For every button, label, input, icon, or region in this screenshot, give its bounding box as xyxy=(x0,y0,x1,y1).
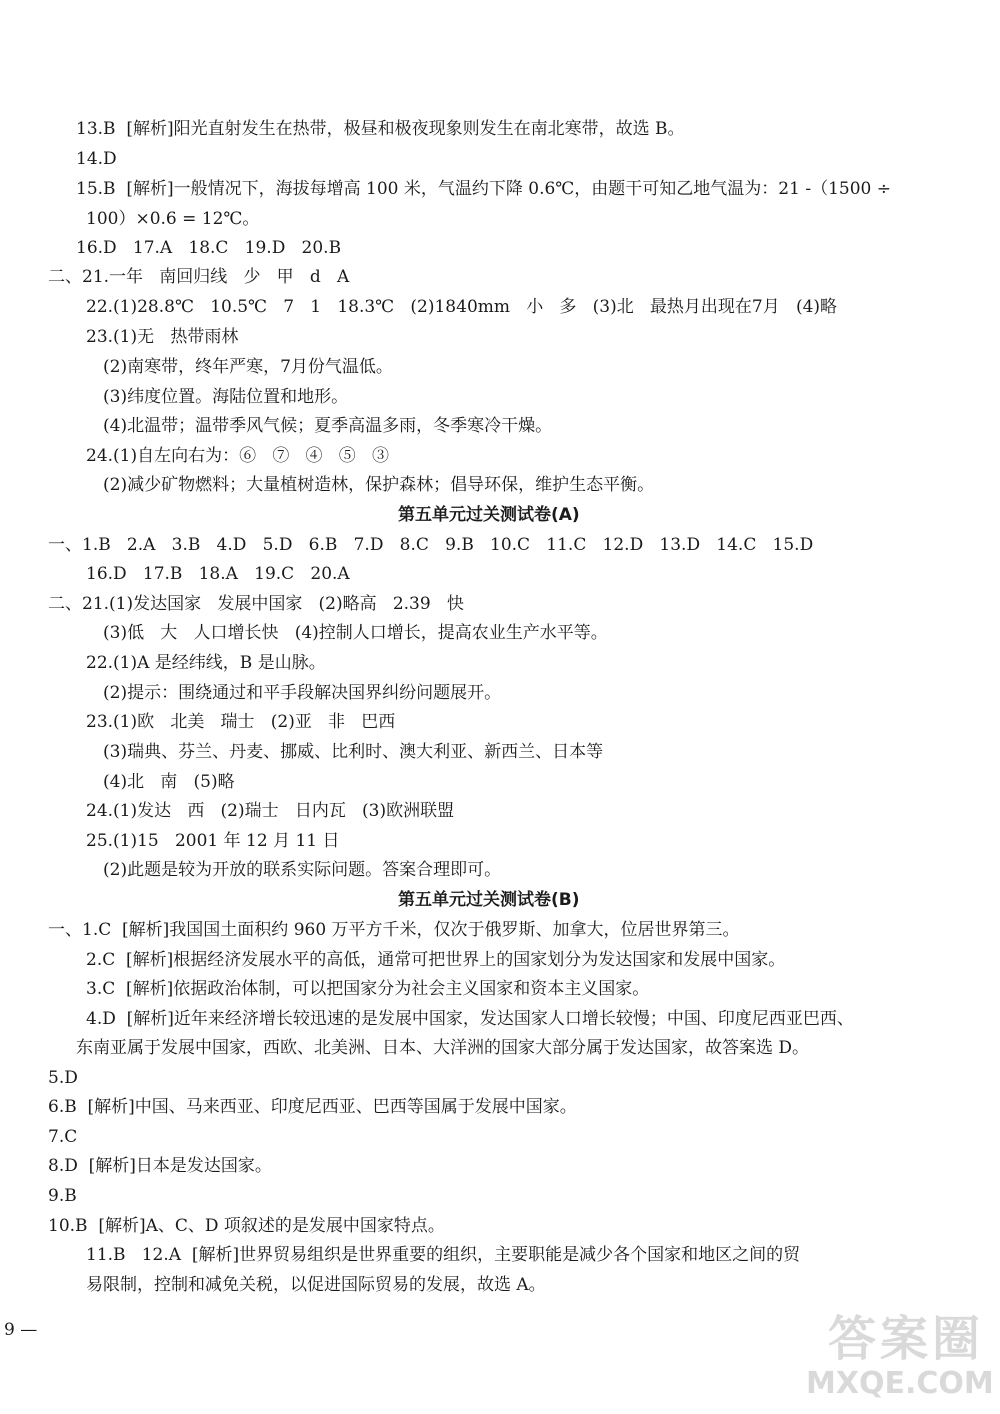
answer-line: 22.(1)A 是经纬线，B 是山脉。 xyxy=(86,653,326,673)
answer-line: 东南亚属于发展中国家，西欧、北美洲、日本、大洋洲的国家大部分属于发达国家，故答案选 D。 xyxy=(76,1038,810,1058)
answer-line: 6.B [解析]中国、马来西亚、印度尼西亚、巴西等国属于发展中国家。 xyxy=(48,1097,577,1117)
answer-line: 9.B xyxy=(48,1186,77,1206)
answer-line: 一、1.B 2.A 3.B 4.D 5.D 6.B 7.D 8.C 9.B 10.C 11.C 12.D 13.D 14.C 15.D xyxy=(48,535,814,555)
answer-line: 二、21.(1)发达国家 发展中国家 (2)略高 2.39 快 xyxy=(48,594,464,614)
answer-line: 8.D [解析]日本是发达国家。 xyxy=(48,1156,272,1176)
answer-line: 13.B [解析]阳光直射发生在热带，极昼和极夜现象则发生在南北寒带，故选 B。 xyxy=(76,119,685,139)
answer-line: 16.D 17.A 18.C 19.D 20.B xyxy=(76,238,342,258)
answer-line: 7.C xyxy=(48,1127,78,1147)
answer-line: 100）×0.6 = 12℃。 xyxy=(86,209,260,229)
answer-line: (4)北 南 (5)略 xyxy=(103,772,235,792)
answer-line: (2)提示：围绕通过和平手段解决国界纠纷问题展开。 xyxy=(103,683,502,703)
watermark-logo xyxy=(792,1300,992,1410)
answer-line: 11.B 12.A [解析]世界贸易组织是世界重要的组织，主要职能是减少各个国家和地区之间的贸 xyxy=(86,1245,801,1265)
answer-line: 16.D 17.B 18.A 19.C 20.A xyxy=(86,564,350,584)
answer-line: (3)瑞典、芬兰、丹麦、挪威、比利时、澳大利亚、新西兰、日本等 xyxy=(103,742,604,762)
answer-line: 二、21.一年 南回归线 少 甲 d A xyxy=(48,267,350,287)
answer-line: 4.D [解析]近年来经济增长较迅速的是发展中国家，发达国家人口增长较慢；中国、印度尼西亚巴西、 xyxy=(86,1009,854,1029)
answer-line: 3.C [解析]依据政治体制，可以把国家分为社会主义国家和资本主义国家。 xyxy=(86,979,650,999)
answer-line: 23.(1)无 热带雨林 xyxy=(86,327,239,347)
watermark-url: MXQE.COM xyxy=(806,1366,994,1401)
answer-line: 14.D xyxy=(76,149,117,169)
answer-line: 10.B [解析]A、C、D 项叙述的是发展中国家特点。 xyxy=(48,1216,445,1236)
answer-line: 一、1.C [解析]我国国土面积约 960 万平方千米，仅次于俄罗斯、加拿大，位居世界第三。 xyxy=(48,920,740,940)
answer-line: 5.D xyxy=(48,1068,78,1088)
answer-line: (3)低 大 人口增长快 (4)控制人口增长，提高农业生产水平等。 xyxy=(103,623,608,643)
page-number: 9 — xyxy=(4,1320,38,1340)
answer-line: 24.(1)发达 西 (2)瑞士 日内瓦 (3)欧洲联盟 xyxy=(86,801,455,821)
answer-line: (3)纬度位置。海陆位置和地形。 xyxy=(103,387,349,407)
answer-line: 2.C [解析]根据经济发展水平的高低，通常可把世界上的国家划分为发达国家和发展中国家。 xyxy=(86,950,786,970)
answer-line: 22.(1)28.8℃ 10.5℃ 7 1 18.3℃ (2)1840mm 小 多 (3)北 最热月出现在7月 (4)略 xyxy=(86,297,838,317)
answer-line: 25.(1)15 2001 年 12 月 11 日 xyxy=(86,831,340,851)
answer-line: 易限制，控制和减免关税，以促进国际贸易的发展，故选 A。 xyxy=(86,1275,546,1295)
answer-line: 24.(1)自左向右为：⑥ ⑦ ④ ⑤ ③ xyxy=(86,446,389,466)
answer-line: 15.B [解析]一般情况下，海拔每增高 100 米，气温约下降 0.6℃，由题干可知乙地气温为：21 -（1500 ÷ xyxy=(76,179,892,199)
watermark-text: 答案圈 xyxy=(828,1311,985,1367)
section-title: 第五单元过关测试卷(B) xyxy=(398,890,580,910)
section-title: 第五单元过关测试卷(A) xyxy=(398,505,580,525)
answer-line: (2)此题是较为开放的联系实际问题。答案合理即可。 xyxy=(103,860,502,880)
answer-line: (4)北温带；温带季风气候；夏季高温多雨，冬季寒冷干燥。 xyxy=(103,416,553,436)
answer-line: 23.(1)欧 北美 瑞士 (2)亚 非 巴西 xyxy=(86,712,396,732)
answer-line: (2)南寒带，终年严寒，7月份气温低。 xyxy=(103,357,393,377)
answer-line: (2)减少矿物燃料；大量植树造林，保护森林；倡导环保，维护生态平衡。 xyxy=(103,475,655,495)
